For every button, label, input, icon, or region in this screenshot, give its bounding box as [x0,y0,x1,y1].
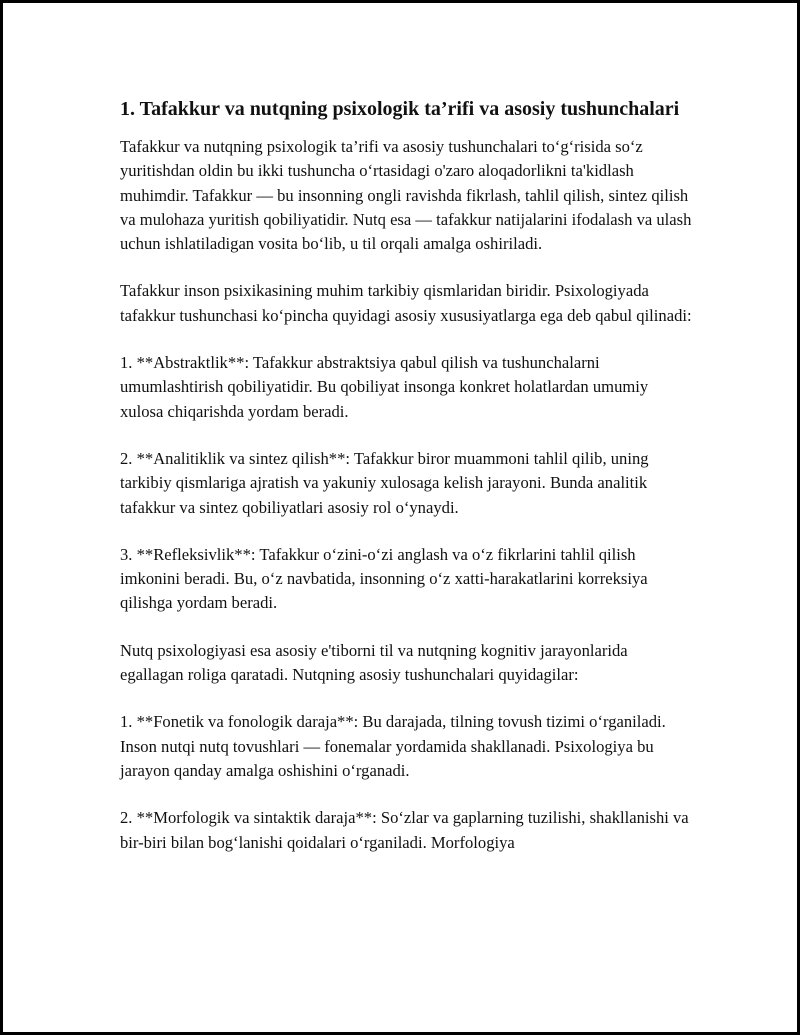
document-body [120,96,692,878]
section-title: 1. Tafakkur va nutqning psixologik ta’rifi va asosiy tushunchalari [120,98,680,120]
paragraph-abstraction: 1. **Abstraktlik**: Tafakkur abstraktsiya qabul qilish va tushunchalarni umumlashtirish qobiliyatidir. Bu qobiliyat insonga konkret holatlardan umumiy xulosa chiqarishda yordam beradi. [120,353,649,421]
paragraph-speech-psychology: Nutq psixologiyasi esa asosiy e'tiborni til va nutqning kognitiv jarayonlarida egallagan roliga qaratadi. Nutqning asosiy tushunchalari quyidagilar: [120,640,628,685]
paragraph-analysis-synthesis: 2. **Analitiklik va sintez qilish**: Tafakkur biror muammoni tahlil qilib, uning tarkibiy qismlariga ajratish va yakuniy xulosaga kelish jarayoni. Bunda analitik tafakkur va sintez qobiliyatlari asosiy rol o‘ynaydi. [120,448,649,517]
paragraph-reflexivity: 3. **Refleksivlik**: Tafakkur o‘zini-o‘zi anglash va o‘z fikrlarini tahlil qilish imkonini beradi. Bu, o‘z navbatida, insonning o‘z xatti-harakatlarini korreksiya qilishga yordam beradi. [120,544,648,613]
paragraph-intro: Tafakkur va nutqning psixologik ta’rifi va asosiy tushunchalari to‘g‘risida so‘z yuritishdan oldin bu ikki tushuncha o‘rtasidagi o'zaro aloqadorlikni ta'kidlash muhimdir. Tafakkur — bu insonning ongli ravishda fikrlash, tahlil qilish, sintez qilish va mulohaza yuritish qobiliyatidir. Nutq esa — tafakkur natijalarini ifodalash va ulash uchun ishlatiladigan vosita bo‘lib, u til orqali amalga oshiriladi. [120,137,692,254]
paragraph-morphological-level: 2. **Morfologik va sintaktik daraja**: So‘zlar va gaplarning tuzilishi, shakllanishi va bir-biri bilan bog‘lanishi qoidalari o‘rganiladi. Morfologiya [120,808,689,852]
paragraph-phonetic-level: 1. **Fonetik va fonologik daraja**: Bu darajada, tilning tovush tizimi o‘rganiladi. Inson nutqi nutq tovushlari — fonemalar yordamida shakllanadi. Psixologiya bu jarayon qanday amalga oshishini o‘rganadi. [120,712,666,780]
paragraph-thinking-overview: Tafakkur inson psixikasining muhim tarkibiy qismlaridan biridir. Psixologiyada tafakkur tushunchasi ko‘pincha quyidagi asosiy xususiyatlarga ega deb qabul qilinadi: [120,281,692,325]
